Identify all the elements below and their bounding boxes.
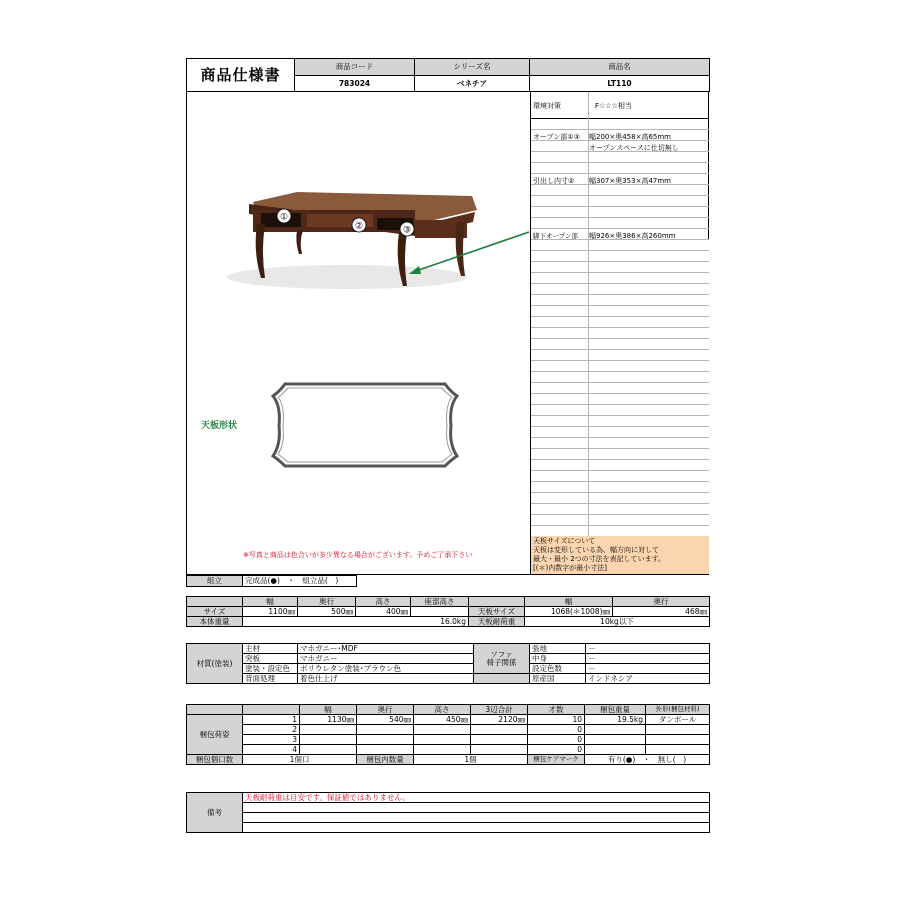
- photo-color-note: ※写真と商品は色合いが多少異なる場合がございます。予めご了承下さい: [243, 551, 473, 559]
- pack-weight: [585, 725, 646, 735]
- blank-spec-rows: [531, 240, 709, 536]
- size-depth: 500㎜: [298, 607, 356, 617]
- pack-row: [187, 715, 710, 725]
- marker-2-label: ②: [354, 221, 364, 232]
- marker-3-label: ③: [402, 225, 412, 236]
- pack-sum: 2120㎜: [471, 715, 528, 725]
- drawer-value: 幅307×奥353×高47mm: [589, 177, 671, 185]
- pack-material: [646, 725, 710, 735]
- sofa-value-0: －: [586, 644, 710, 654]
- note-line-3: 最大・最小 2つの寸法を表記しています。: [533, 555, 666, 563]
- assembly-value: 完成品(●) ・ 組立品( ): [243, 576, 357, 587]
- remarks-text: 天板耐荷重は目安です。保証値ではありません。: [243, 793, 710, 803]
- product-code-label: 商品コード: [295, 59, 415, 76]
- pack-h-weight: 梱包重量: [585, 705, 646, 715]
- open-key: オープン部①③: [533, 133, 580, 141]
- pack-weight: 19.5kg: [585, 715, 646, 725]
- pack-h-material: 外形(梱包材料): [646, 705, 710, 715]
- drawer-key: 引出し内寸②: [533, 177, 575, 185]
- open-row-2: [531, 141, 709, 152]
- material-key-1: 突板: [243, 654, 298, 664]
- material-key-0: 主材: [243, 644, 298, 654]
- size-h-height: 高さ: [356, 597, 411, 607]
- tabletop-shape-inner: [278, 388, 452, 462]
- pack-height: [414, 735, 471, 745]
- pack-sum: [471, 725, 528, 735]
- pack-material: [646, 745, 710, 755]
- top-width: 1068(＊1008)㎜: [525, 607, 613, 617]
- pack-sum: [471, 735, 528, 745]
- assembly-section: [186, 575, 709, 587]
- product-name-label: 商品名: [530, 59, 710, 76]
- sofa-label-2: 椅子関係: [486, 657, 517, 667]
- pack-sum: [471, 745, 528, 755]
- pack-num: 2: [243, 725, 300, 735]
- drawer-row: [531, 174, 709, 185]
- open-value-2: オープンスペースに仕切無し: [589, 144, 679, 152]
- pack-width: [300, 745, 357, 755]
- sheet-title: 商品仕様書: [187, 59, 295, 92]
- sofa-value-2: －: [586, 664, 710, 674]
- pack-h-depth: 奥行: [357, 705, 414, 715]
- pack-row: [187, 725, 710, 735]
- pack-care-value: 有り(●) ・ 無し( ): [585, 755, 710, 765]
- note-line-2: 天板は変形している為、幅方向に対して: [533, 546, 659, 554]
- pack-weight: [585, 735, 646, 745]
- pack-height: [414, 745, 471, 755]
- top-h-depth: 奥行: [613, 597, 710, 607]
- sofa-group-label: [474, 644, 530, 674]
- spec-right-panel: [531, 92, 709, 574]
- tabletop-size-note: [531, 536, 709, 574]
- sofa-value-1: －: [586, 654, 710, 664]
- load-label: 天板耐荷重: [469, 617, 525, 627]
- pack-h-sai: 才数: [528, 705, 585, 715]
- packing-group-label: 梱包荷姿: [187, 715, 243, 755]
- pack-count-label: 梱包個口数: [187, 755, 243, 765]
- pack-row: [187, 735, 710, 745]
- pack-h-sum: 3辺合計: [471, 705, 528, 715]
- remarks-section: [186, 792, 709, 833]
- pack-sai: 0: [528, 745, 585, 755]
- leg-value: 幅926×奥386×高260mm: [589, 232, 676, 240]
- pack-weight: [585, 745, 646, 755]
- pack-depth: [357, 745, 414, 755]
- pack-h-height: 高さ: [414, 705, 471, 715]
- pack-inner-label: 梱包内数量: [357, 755, 414, 765]
- material-value-2: ポリウレタン塗装･ブラウン色: [298, 664, 474, 674]
- pack-depth: [357, 725, 414, 735]
- sofa-value-3: インドネシア: [586, 674, 710, 684]
- size-width: 1100㎜: [243, 607, 298, 617]
- pack-width: 1130㎜: [300, 715, 357, 725]
- tabletop-shape-label: 天板形状: [201, 421, 238, 431]
- material-key-2: 塗装・設定色: [243, 664, 298, 674]
- pack-h-width: 幅: [300, 705, 357, 715]
- product-image-area: [187, 92, 531, 574]
- pack-width: [300, 725, 357, 735]
- note-line-4: [(＊)内数字が最小寸法]: [533, 564, 607, 572]
- tabletop-shape-outline: [273, 384, 457, 466]
- size-section: [186, 596, 709, 627]
- material-key-3: 背面処理: [243, 674, 298, 684]
- env-row: [531, 92, 709, 119]
- open-row: [531, 130, 709, 141]
- weight-value: 16.0kg: [243, 617, 469, 627]
- open-value: 幅200×奥458×高65mm: [589, 133, 671, 141]
- pack-material: [646, 735, 710, 745]
- pack-count-value: 1個口: [243, 755, 357, 765]
- leg-row: [531, 229, 709, 240]
- top-depth: 468㎜: [613, 607, 710, 617]
- env-value: F☆☆☆相当: [595, 102, 632, 110]
- series-value: ベネチア: [415, 76, 530, 92]
- material-group-label: 材質(塗装): [187, 644, 243, 684]
- top-size-label: 天板サイズ: [469, 607, 525, 617]
- weight-label: 本体重量: [187, 617, 243, 627]
- sofa-key-1: 中身: [530, 654, 586, 664]
- spec-header: [186, 58, 709, 92]
- pack-depth: 540㎜: [357, 715, 414, 725]
- pack-num: 1: [243, 715, 300, 725]
- pack-width: [300, 735, 357, 745]
- size-h-seat: 座部高さ: [411, 597, 469, 607]
- sofa-key-0: 張地: [530, 644, 586, 654]
- pack-depth: [357, 735, 414, 745]
- size-label: サイズ: [187, 607, 243, 617]
- load-value: 10kg以下: [525, 617, 710, 627]
- size-height: 400㎜: [356, 607, 411, 617]
- pack-sai: 10: [528, 715, 585, 725]
- main-spec-area: [186, 92, 709, 575]
- product-illustration: [187, 92, 530, 574]
- material-value-0: マホガニー･MDF: [298, 644, 474, 654]
- top-h-width: 幅: [525, 597, 613, 607]
- size-h-depth: 奥行: [298, 597, 356, 607]
- env-key: 環境対策: [533, 102, 561, 110]
- material-section: [186, 643, 709, 684]
- pack-num: 4: [243, 745, 300, 755]
- remarks-label: 備考: [187, 793, 243, 833]
- pack-sai: 0: [528, 725, 585, 735]
- pack-height: 450㎜: [414, 715, 471, 725]
- size-h-width: 幅: [243, 597, 298, 607]
- leg-key: 脚下オープン部: [533, 232, 578, 240]
- pack-row: [187, 745, 710, 755]
- pack-num: 3: [243, 735, 300, 745]
- note-line-1: 天板サイズについて: [533, 537, 596, 545]
- product-code-value: 783024: [295, 76, 415, 92]
- pack-material: ダンボール: [646, 715, 710, 725]
- series-label: シリーズ名: [415, 59, 530, 76]
- pack-inner-value: 1個: [414, 755, 528, 765]
- marker-1-label: ①: [279, 212, 289, 223]
- pack-height: [414, 725, 471, 735]
- packing-section: [186, 704, 709, 765]
- product-name-value: LT110: [530, 76, 710, 92]
- assembly-label: 組立: [187, 576, 243, 587]
- material-value-1: マホガニー: [298, 654, 474, 664]
- sofa-label-1: ソファ: [490, 650, 513, 659]
- material-value-3: 着色仕上げ: [298, 674, 474, 684]
- pack-care-label: 梱包ケアマーク: [528, 755, 585, 765]
- sofa-key-2: 設定色数: [530, 664, 586, 674]
- sofa-key-3: 原産国: [530, 674, 586, 684]
- pack-sai: 0: [528, 735, 585, 745]
